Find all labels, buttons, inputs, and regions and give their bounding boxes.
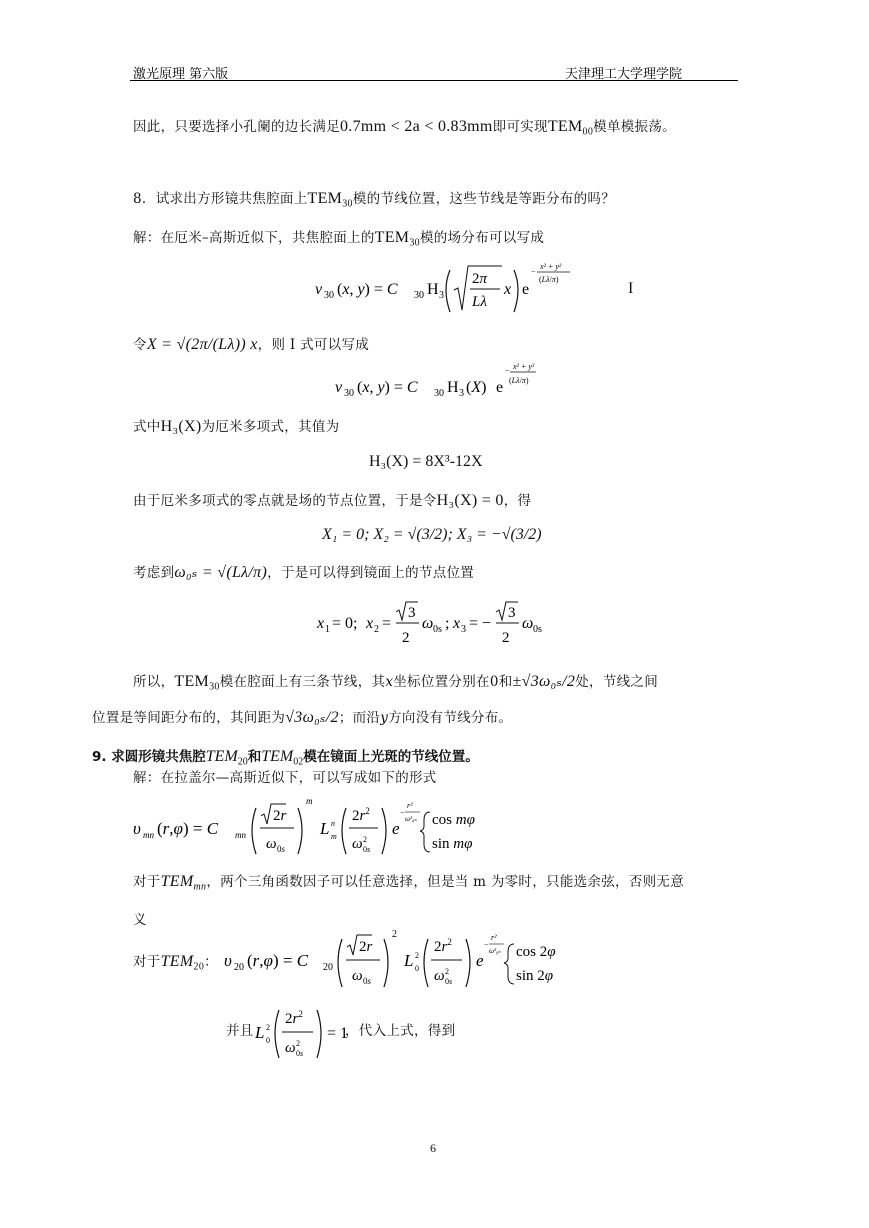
spacing-math: √3ω₀ₛ/2: [285, 709, 339, 726]
svg-text:x² + y²: x² + y²: [540, 262, 562, 271]
svg-text:1: 1: [325, 624, 330, 635]
svg-text:cos mφ: cos mφ: [432, 812, 475, 828]
svg-text:2: 2: [266, 1023, 270, 1032]
equation-laguerre-general: [130, 790, 475, 865]
svg-text:n: n: [331, 819, 335, 828]
tem-label: TEM: [174, 673, 210, 690]
svg-text:ω²₀ₛ: ω²₀ₛ: [405, 815, 417, 823]
text: 因此，只要选择小孔阑的边长满足: [133, 119, 340, 135]
text: 对于: [133, 874, 161, 890]
svg-text:ω: ω: [352, 968, 363, 984]
svg-text:e: e: [496, 379, 504, 396]
text: 8．试求出方形镜共焦腔面上: [133, 191, 308, 207]
svg-text:;: ;: [445, 615, 450, 632]
equation-label-I: I: [628, 280, 634, 297]
svg-text:x² + y²: x² + y²: [513, 362, 535, 371]
svg-text:−: −: [531, 267, 536, 276]
solution-9: 解：在拉盖尔—高斯近似下，可以写成如下的形式: [133, 770, 437, 786]
text: 模在腔面上有三条节线，其: [219, 674, 386, 690]
svg-text:20: 20: [234, 962, 244, 973]
text: ，得: [503, 493, 532, 509]
equation-L02: [253, 1000, 349, 1062]
equation-tem20: [222, 925, 562, 995]
and-post: ，代入上式，得到: [345, 1023, 456, 1039]
svg-text:e: e: [392, 819, 400, 838]
text: 为厄米多项式，其值为: [201, 419, 340, 435]
question-8: [133, 189, 615, 215]
text: 模的节线位置，这些节线是等距分布的吗？: [352, 191, 615, 207]
and-label: 并且: [226, 1023, 254, 1039]
svg-text:0s: 0s: [363, 976, 372, 986]
solution-8: [133, 228, 544, 254]
text: 对于: [133, 954, 161, 970]
equation-v30-full: [310, 258, 570, 320]
svg-text:=: =: [382, 615, 392, 632]
svg-text:H: H: [427, 281, 439, 298]
text: 考虑到: [133, 565, 175, 581]
svg-text:30: 30: [324, 290, 334, 301]
paragraph-therefore: [133, 117, 676, 143]
svg-text:x: x: [453, 615, 461, 632]
svg-text:v: v: [315, 281, 323, 298]
conclusion-line-1: [133, 672, 658, 698]
text: 令: [133, 337, 147, 353]
let-line: [133, 335, 369, 355]
svg-text:sin 2φ: sin 2φ: [516, 968, 554, 984]
svg-text:2: 2: [363, 835, 367, 844]
header-rule: [130, 80, 738, 81]
svg-text:sin mφ: sin mφ: [432, 836, 473, 852]
svg-text:2: 2: [502, 630, 510, 646]
svg-text:x: x: [504, 281, 512, 298]
svg-text:0s: 0s: [296, 1049, 304, 1058]
svg-text:3: 3: [439, 290, 444, 301]
svg-text:(Lλ/π): (Lλ/π): [509, 376, 529, 385]
svg-text:(x, y) = C: (x, y) = C: [357, 379, 418, 396]
svg-text:ω²₀ₛ: ω²₀ₛ: [489, 947, 501, 955]
svg-text:3: 3: [461, 624, 466, 635]
svg-text:20: 20: [323, 962, 333, 973]
svg-text:2: 2: [296, 1039, 300, 1048]
svg-text:= 1: = 1: [327, 1025, 349, 1042]
header-right: 天津理工大学理学院: [565, 67, 683, 82]
pm-math: ±√3ω₀ₛ/2: [512, 673, 576, 690]
svg-text:H: H: [447, 379, 459, 396]
svg-text:0s: 0s: [277, 844, 286, 854]
svg-text:ω: ω: [522, 615, 534, 632]
svg-text:ω: ω: [285, 1040, 296, 1056]
svg-text:(r,φ) = C: (r,φ) = C: [247, 951, 309, 970]
svg-text:L: L: [255, 1023, 265, 1042]
text: ；而沿: [338, 710, 381, 726]
svg-text:3: 3: [459, 388, 464, 399]
text: 模单模振荡。: [593, 119, 676, 135]
svg-text:(r,φ) = C: (r,φ) = C: [157, 819, 219, 838]
for-tem20-label: [133, 952, 218, 978]
tem-subscript: 30: [342, 198, 353, 210]
svg-text:cos 2φ: cos 2φ: [516, 944, 556, 960]
text: 0: [489, 674, 499, 690]
tem-subscript: 02: [293, 756, 304, 768]
svg-text:2r2: $2r^2$: [285, 1009, 303, 1027]
svg-text:0s: 0s: [433, 624, 442, 635]
x-symbol: x: [385, 674, 394, 690]
text: 方向没有节线分布。: [388, 710, 513, 726]
svg-text:Lλ: Lλ: [472, 294, 487, 310]
svg-text:−: −: [484, 940, 489, 949]
omega-math: ω₀ₛ = √(Lλ/π): [174, 564, 268, 581]
tem-subscript: mn: [193, 881, 207, 893]
text: 和: [498, 674, 513, 690]
text: 解：在厄米–高斯近似下，共焦腔面上的: [133, 230, 375, 246]
svg-text:v: v: [335, 379, 343, 396]
svg-text:r²: r²: [491, 933, 497, 942]
note-line-2: 义: [133, 912, 147, 928]
svg-text:e: e: [522, 281, 530, 298]
text: 模的场分布可以写成: [419, 230, 545, 246]
text: 式中: [133, 419, 161, 435]
svg-text:ω: ω: [422, 615, 434, 632]
zero-math: H₃(X) = 0: [436, 492, 504, 509]
svg-text:2r2: $2r^2$: [434, 937, 452, 955]
text: 模在镜面上光斑的节线位置。: [303, 749, 479, 765]
where-line: [133, 417, 339, 437]
text: ，于是可以得到镜面上的节点位置: [267, 565, 475, 581]
svg-text:m: m: [331, 832, 337, 841]
svg-text:30: 30: [434, 388, 444, 399]
page-number: 6: [430, 1141, 436, 1155]
svg-text:0s: 0s: [363, 845, 371, 854]
header-left: 激光原理 第六版: [133, 67, 229, 82]
question-9: [92, 745, 479, 768]
h3-math: H₃(X): [160, 418, 202, 435]
svg-text:−: −: [505, 366, 510, 375]
svg-text:0s: 0s: [445, 977, 453, 986]
tem-label: TEM: [261, 748, 294, 765]
tem-subscript: 00: [582, 126, 594, 138]
equation-v30-X: [330, 362, 540, 402]
conclusion-line-2: [92, 708, 512, 728]
y-symbol: y: [380, 710, 389, 726]
text: 由于厄米多项式的零点就是场的节点位置，于是令: [133, 493, 437, 509]
let-math: X = √(2π/(Lλ)) x: [146, 336, 258, 353]
text: 处，节线之间: [575, 674, 659, 690]
condition-math: 0.7mm < 2a < 0.83mm: [340, 118, 493, 135]
svg-text:e: e: [476, 951, 484, 970]
svg-text:30: 30: [344, 388, 354, 399]
h3-equation: H₃(X) = 8X³-12X: [369, 453, 483, 470]
svg-text:ω: ω: [266, 836, 277, 852]
svg-text:0: 0: [415, 964, 419, 973]
node-positions-equation: [314, 598, 554, 648]
text: 和: [247, 749, 262, 765]
text: ，则 I 式可以写成: [257, 337, 370, 353]
svg-text:(X): (X): [466, 379, 487, 396]
note-line-1: [133, 872, 684, 898]
svg-text:= 0;: = 0;: [332, 615, 358, 632]
svg-text:2: 2: [445, 967, 449, 976]
svg-text:0: 0: [266, 1036, 270, 1045]
text: 即可实现: [492, 119, 548, 135]
tem-subscript: 20: [193, 961, 205, 973]
svg-text:L: L: [404, 951, 414, 970]
tem-subscript: 30: [409, 237, 420, 249]
tem-label: TEM: [547, 118, 583, 135]
svg-text:2: 2: [415, 951, 419, 960]
svg-text:mn: mn: [235, 830, 246, 840]
svg-text:x: x: [366, 615, 374, 632]
text: ：: [204, 954, 218, 970]
tem-label: TEM: [374, 229, 410, 246]
consider-line: [133, 563, 474, 583]
text: ，两个三角函数因子可以任意选择，但是当 m 为零时，只能选余弦，否则无意: [206, 874, 685, 890]
tem-subscript: 30: [209, 681, 220, 693]
svg-text:L: L: [320, 819, 330, 838]
svg-text:0s: 0s: [533, 624, 542, 635]
tem-label: TEM: [160, 953, 194, 970]
svg-text:m: m: [306, 796, 313, 806]
svg-text:x: x: [317, 615, 325, 632]
svg-text:mn: mn: [143, 830, 154, 840]
tem-label: TEM: [205, 748, 238, 765]
svg-text:−: −: [400, 808, 405, 817]
svg-text:2r2: $2r^2$: [352, 806, 370, 824]
tem-subscript: 20: [237, 756, 248, 768]
svg-text:ω: ω: [434, 968, 445, 984]
svg-text:2π: 2π: [472, 271, 488, 287]
tem-label: TEM: [307, 190, 343, 207]
svg-text:(x, y) = C: (x, y) = C: [337, 281, 398, 298]
tem-label: TEM: [160, 873, 194, 890]
text: 坐标位置分别在: [393, 674, 490, 690]
svg-text:3: 3: [408, 605, 416, 621]
svg-text:r²: r²: [407, 801, 413, 810]
text: 所以，: [133, 674, 175, 690]
svg-text:(Lλ/π): (Lλ/π): [539, 275, 559, 284]
text: 9. 求圆形镜共焦腔: [92, 749, 206, 765]
svg-text:υ: υ: [224, 951, 232, 970]
svg-text:2r: 2r: [359, 939, 373, 955]
zero-line: [133, 491, 531, 511]
svg-text:2: 2: [374, 624, 379, 635]
svg-text:2r: 2r: [273, 808, 287, 824]
svg-text:3: 3: [508, 605, 516, 621]
svg-text:ω: ω: [352, 836, 363, 852]
svg-text:2: 2: [392, 929, 397, 940]
svg-text:2: 2: [402, 630, 410, 646]
svg-text:= −: = −: [469, 615, 492, 632]
svg-text:υ: υ: [133, 819, 141, 838]
svg-text:30: 30: [414, 290, 424, 301]
roots-equation: X₁ = 0; X₂ = √(3/2); X₃ = −√(3/2): [322, 526, 542, 543]
text: 位置是等间距分布的，其间距为: [92, 710, 286, 726]
